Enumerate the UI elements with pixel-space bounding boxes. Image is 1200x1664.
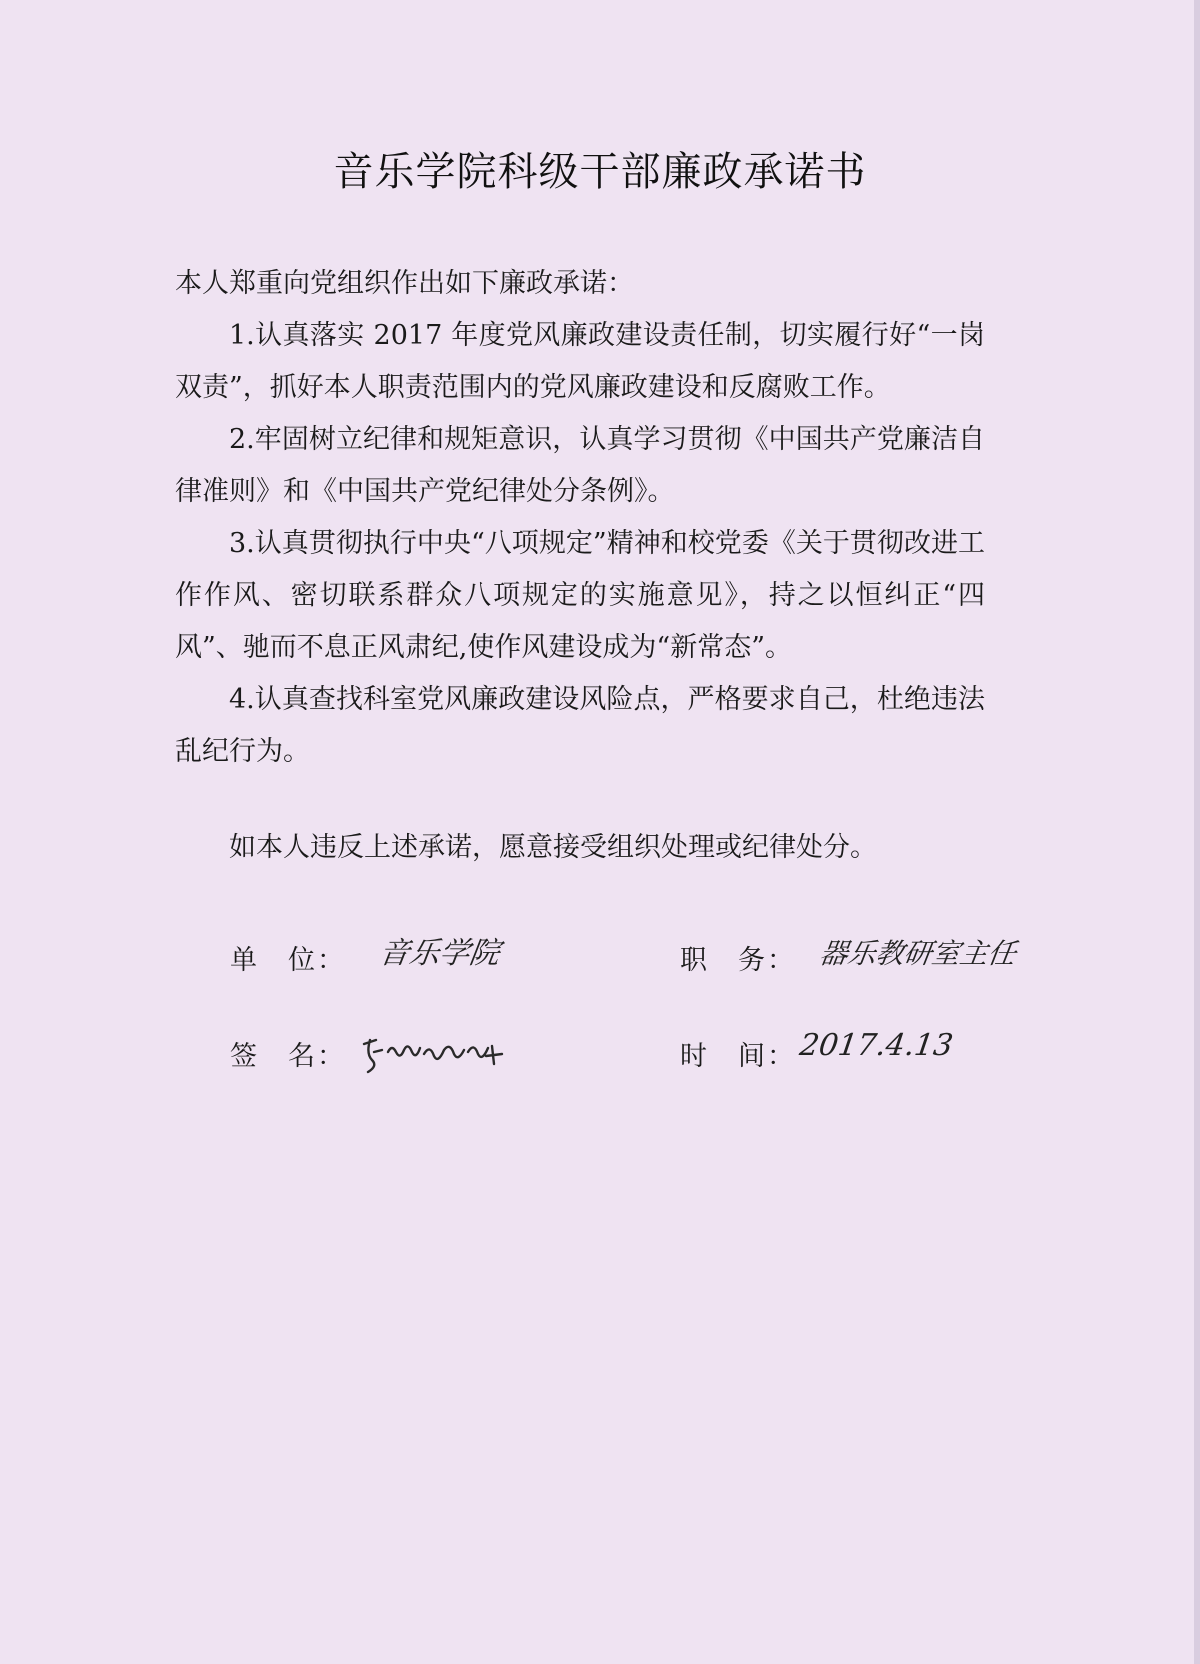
unit-handwritten: 音乐学院	[377, 936, 502, 971]
unit-label: 单 位：	[230, 945, 346, 976]
date-handwritten: 2017.4.13	[797, 1028, 956, 1063]
pledge-item-1: 1.认真落实 2017 年度党风廉政建设责任制，切实履行好“一岗双责”，抓好本人职责范围内的党风廉政建设和反腐败工作。	[175, 320, 985, 403]
pledge-item-4: 4.认真查找科室党风廉政建设风险点，严格要求自己，杜绝违法乱纪行为。	[175, 684, 985, 767]
position-handwritten: 器乐教研室主任	[817, 937, 1019, 970]
date-label: 时 间：	[680, 1041, 796, 1072]
handwritten-signature	[360, 1030, 510, 1078]
unit-row	[230, 938, 355, 977]
position-label: 职 务：	[680, 945, 796, 976]
scan-edge	[1194, 0, 1200, 1664]
pledge-item-3: 3.认真贯彻执行中央“八项规定”精神和校党委《关于贯彻改进工作作风、密切联系群众八项规定的实施意见》，持之以恒纠正“四风”、驰而不息正风肃纪,使作风建设成为“新常态”。	[175, 528, 985, 663]
document-body	[175, 258, 985, 874]
intro-line: 本人郑重向党组织作出如下廉政承诺：	[175, 268, 634, 299]
name-row	[230, 1034, 355, 1073]
position-row	[680, 938, 805, 977]
date-row	[680, 1034, 805, 1073]
pledge-statement: 如本人违反上述承诺，愿意接受组织处理或纪律处分。	[229, 832, 877, 863]
name-label: 签 名：	[230, 1041, 346, 1072]
document-title: 音乐学院科级干部廉政承诺书	[333, 149, 867, 195]
pledge-item-2: 2.牢固树立纪律和规矩意识，认真学习贯彻《中国共产党廉洁自律准则》和《中国共产党纪律处分条例》。	[175, 424, 985, 507]
